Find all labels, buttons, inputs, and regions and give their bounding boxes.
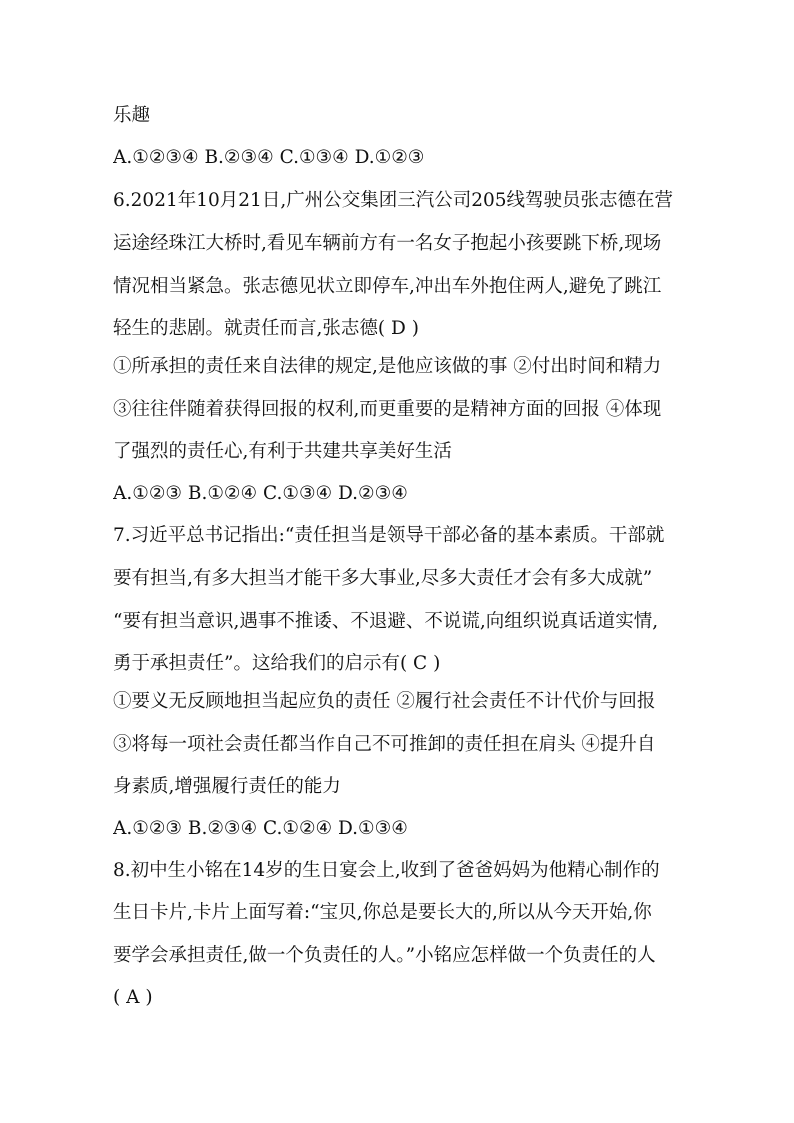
question-6-line-2: 运途经珠江大桥时,看见车辆前方有一名女子抱起小孩要跳下桥,现场 [113,233,662,254]
question-6-line-1: 6.2021年10月21日,广州公交集团三汽公司205线驾驶员张志德在营 [113,190,674,211]
question-6-statement-3: 了强烈的责任心,有利于共建共享美好生活 [113,441,452,462]
question-7-statement-2: ③将每一项社会责任都当作自己不可推卸的责任担在肩头 ④提升自 [113,734,656,755]
question-6-line-4: 轻生的悲剧。就责任而言,张志德( D ) [113,318,419,339]
text-line-1: 乐趣 [113,105,151,126]
question-7-statement-1: ①要义无反顾地担当起应负的责任 ②履行社会责任不计代价与回报 [113,691,656,712]
question-6-line-3: 情况相当紧急。张志德见状立即停车,冲出车外抱住两人,避免了跳江 [113,276,662,297]
question-8-line-2: 生日卡片,卡片上面写着:“宝贝,你总是要长大的,所以从今天开始,你 [113,902,652,923]
question-8-line-1: 8.初中生小铭在14岁的生日宴会上,收到了爸爸妈妈为他精心制作的 [113,860,660,881]
question-8-line-3: 要学会承担责任,做一个负责任的人。”小铭应怎样做一个负责任的人 [113,945,656,966]
question-7-statement-3: 身素质,增强履行责任的能力 [113,776,341,797]
options-line-6: A.①②③ B.①②④ C.①③④ D.②③④ [113,483,408,504]
question-8-line-4: ( A ) [113,987,153,1008]
question-7-line-3: “要有担当意识,遇事不推诿、不退避、不说谎,向组织说真话道实情, [113,611,659,632]
question-6-statement-1: ①所承担的责任来自法律的规定,是他应该做的事 ②付出时间和精力 [113,356,662,377]
question-7-line-1: 7.习近平总书记指出:“责任担当是领导干部必备的基本素质。干部就 [113,525,665,546]
question-7-line-4: 勇于承担责任”。这给我们的启示有( C ) [113,653,441,674]
options-line-7: A.①②③ B.②③④ C.①②④ D.①③④ [113,818,408,839]
options-line-5: A.①②③④ B.②③④ C.①③④ D.①②③ [113,147,425,168]
question-6-statement-2: ③往往伴随着获得回报的权利,而更重要的是精神方面的回报 ④体现 [113,399,662,420]
question-7-line-2: 要有担当,有多大担当才能干多大事业,尽多大责任才会有多大成就” [113,568,653,589]
